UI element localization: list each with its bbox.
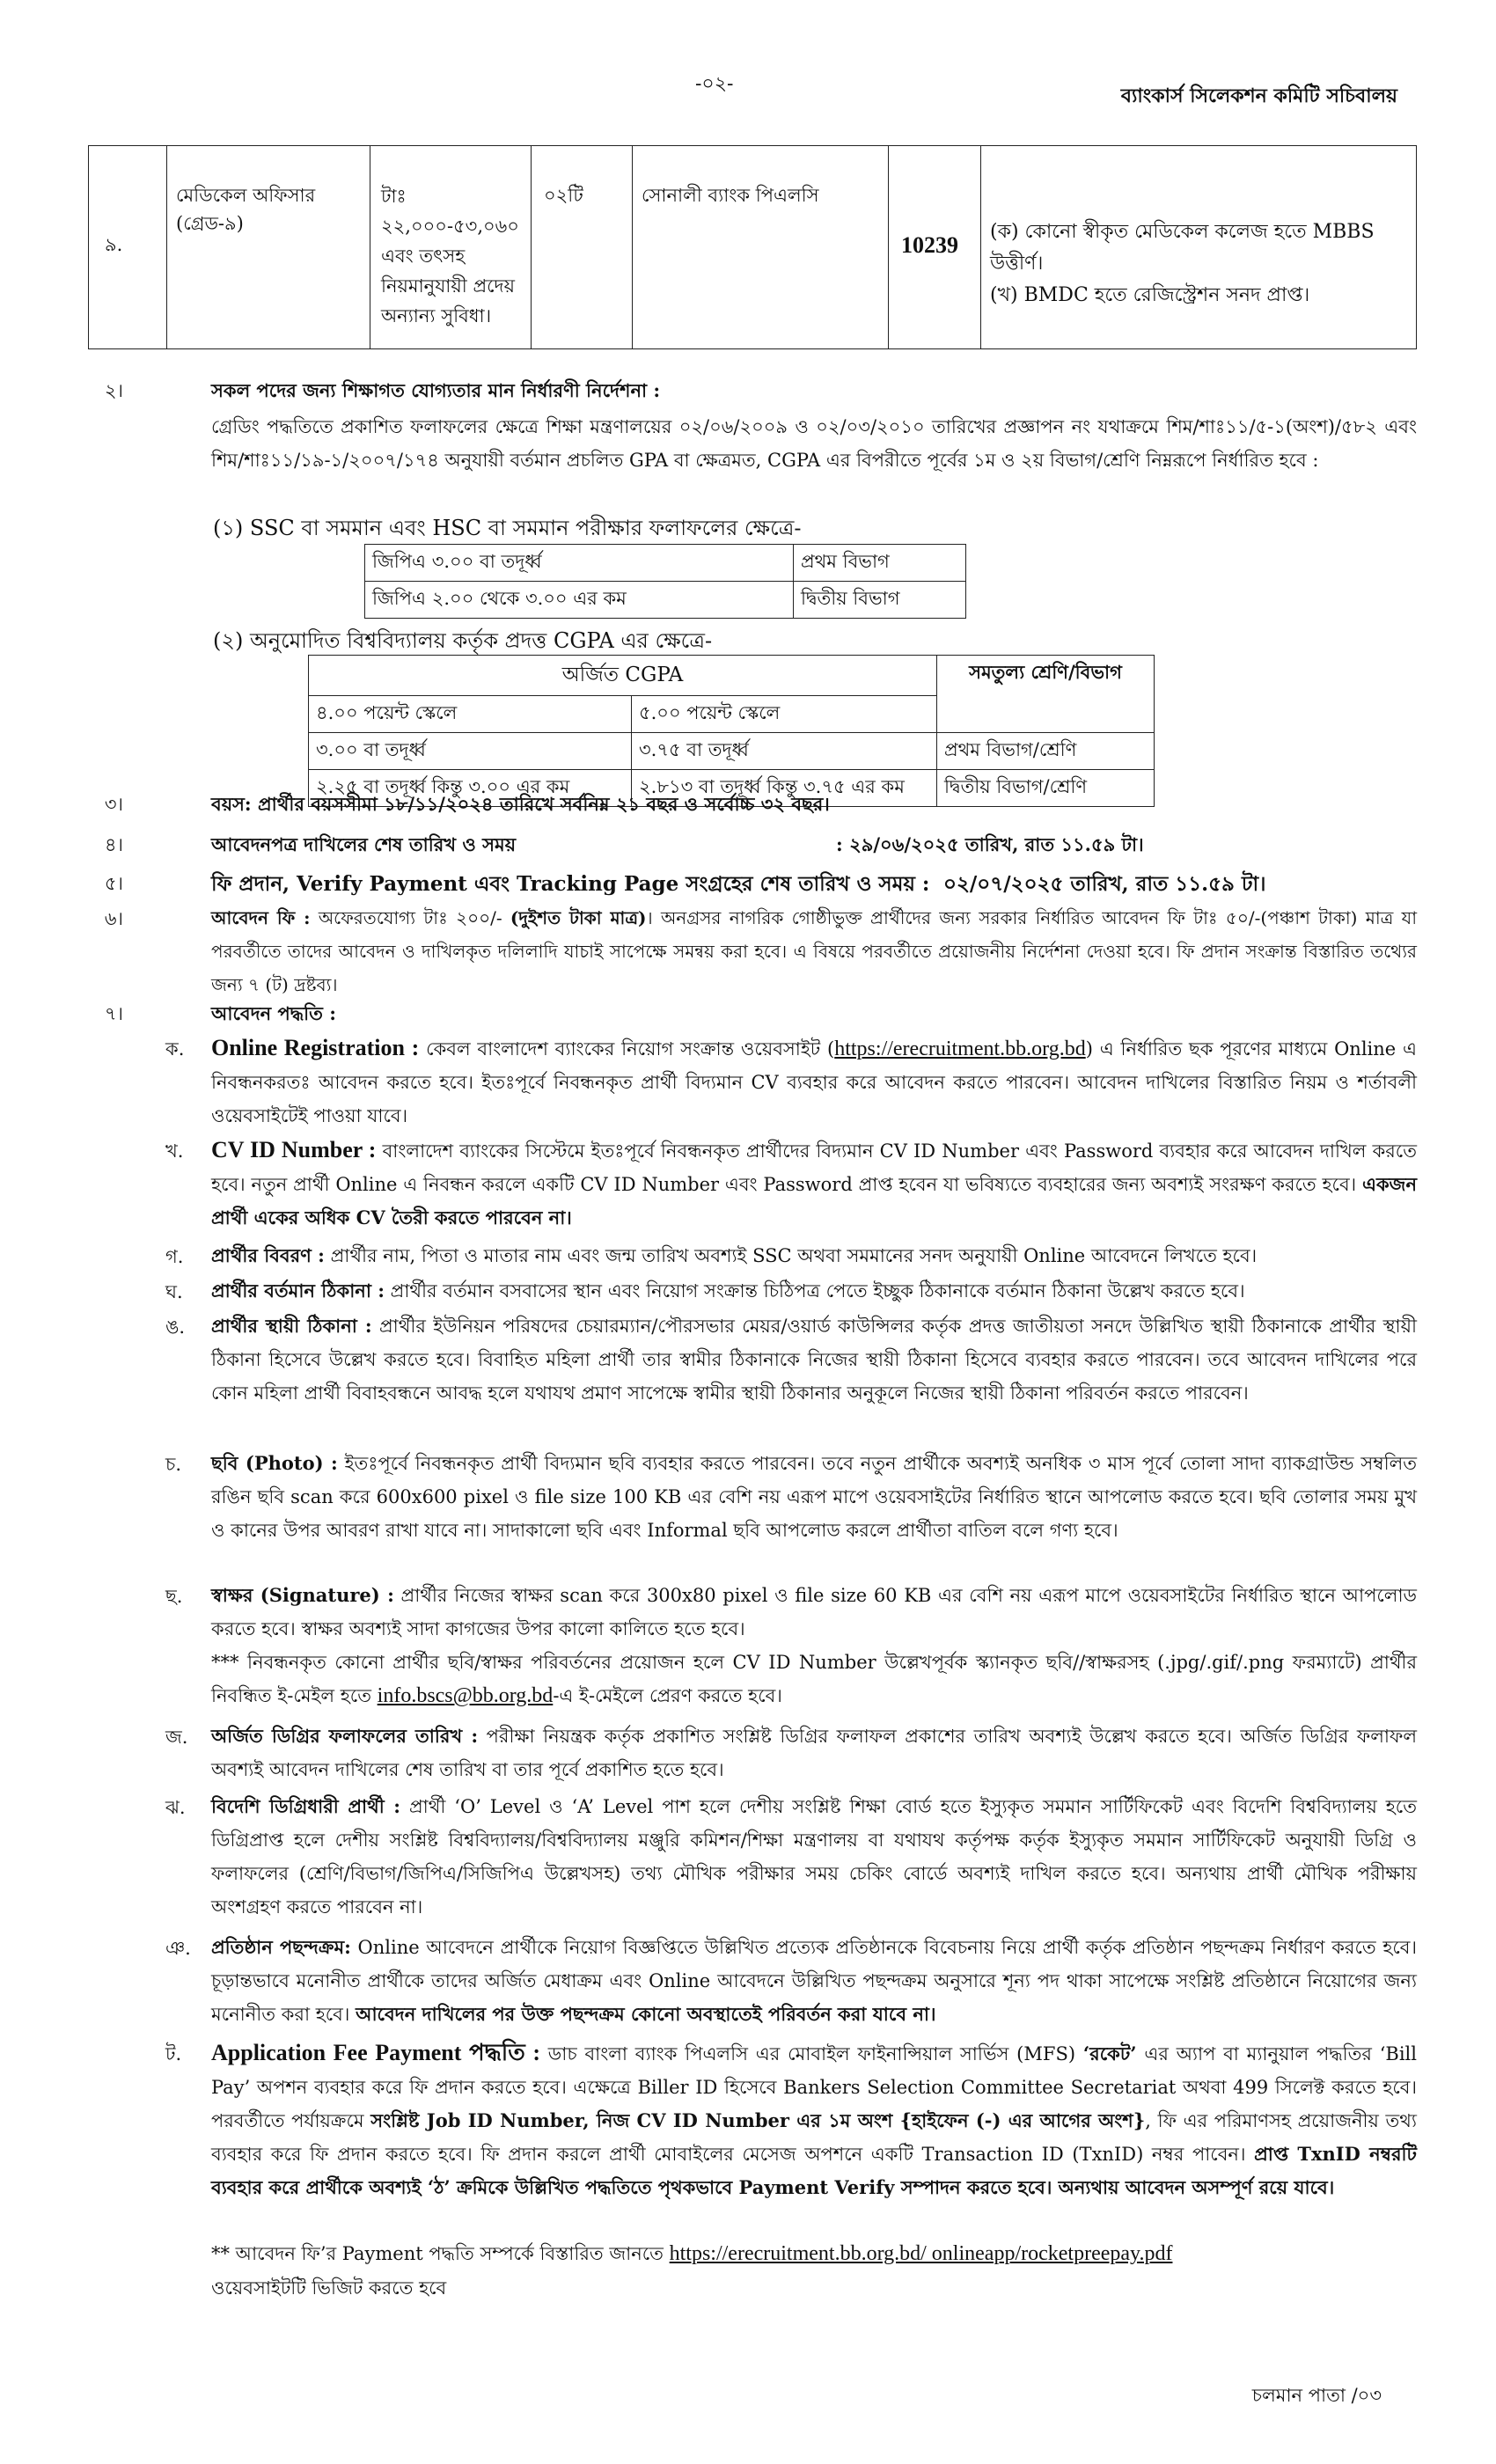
- item-present-address: [211, 1274, 1417, 1308]
- vacancy-cell: ০২টি: [532, 146, 633, 349]
- item-nya-mark: ঞ.: [165, 1938, 191, 1959]
- section-2-number: ২।: [104, 380, 123, 401]
- page-number: -০২-: [695, 73, 734, 95]
- foreign-degree-text: প্রার্থী ‘O’ Level ও ‘A’ Level পাশ হলে দেশীয় সংশ্লিষ্ট শিক্ষা বোর্ড হতে ইস্যুকৃত সমমান সার্টিফিকেট এবং বিদেশি বিশ্ববিদ্যালয় হতে ডিগ্রিপ্রাপ্ত হলে দেশীয় সংশ্লিষ্ট বিশ্ববিদ্যালয়/বিশ্ববিদ্যালয় মঞ্জুরি কমিশন/শিক্ষা মন্ত্রণালয় বা যথাযথ কর্তৃপক্ষ কর্তৃক ইস্যুকৃত সমমান সার্টিফিকেট অনুযায়ী ডিগ্রি ও ফলাফলের (শ্রেণি/বিভাগ/জিপিএ/সিজিপিএ উল্লেখসহ) তথ্য মৌখিক পরীক্ষার সময় চেকিং বোর্ডে অবশ্যই দাখিল করতে হবে। অন্যথায় প্রার্থী মৌখিক পরীক্ষায় অংশগ্রহণ করতে পারবেন না।: [211, 1796, 1417, 1918]
- payment-note-end: ওয়েবসাইটটি ভিজিট করতে হবে: [211, 2277, 447, 2299]
- ssc-division-2: দ্বিতীয় বিভাগ: [794, 582, 966, 619]
- institution-preference-warning: আবেদন দাখিলের পর উক্ত পছন্দক্রম কোনো অবস্থাতেই পরিবর্তন করা যাবে না।: [356, 2003, 936, 2025]
- qualification-2: (খ) BMDC হতে রেজিস্ট্রেশন সনদ প্রাপ্ত।: [990, 284, 1310, 306]
- present-address-lead: প্রার্থীর বর্তমান ঠিকানা :: [211, 1280, 385, 1302]
- section-6-number: ৬।: [104, 908, 123, 929]
- item-applicant-details: [211, 1239, 1417, 1272]
- bscs-email-link[interactable]: info.bscs@bb.org.bd: [377, 1684, 554, 1707]
- cgpa-division-2: দ্বিতীয় বিভাগ/শ্রেণি: [937, 770, 1155, 807]
- permanent-address-lead: প্রার্থীর স্থায়ী ঠিকানা :: [211, 1315, 372, 1337]
- ssc-table: [364, 544, 966, 619]
- item-online-registration: [211, 1031, 1417, 1133]
- item-permanent-address: [211, 1309, 1417, 1410]
- job-id-cell: 10239: [889, 146, 981, 349]
- post-table: [88, 145, 1417, 349]
- section-2-intro: গ্রেডিং পদ্ধতিতে প্রকাশিত ফলাফলের ক্ষেত্রে শিক্ষা মন্ত্রণালয়ের ০২/০৬/২০০৯ ও ০২/০৩/২০১০ তারিখের প্রজ্ঞাপন নং যথাক্রমে শিম/শাঃ১১/৫-১(অংশ)/৫৮২ এবং শিম/শাঃ১১/১৯-১/২০০৭/১৭৪ অনুযায়ী বর্তমান প্রচলিত GPA বা ক্ষেত্রমত, CGPA এর বিপরীতে পূর্বের ১ম ও ২য় বিভাগ/শ্রেণি নিম্নরূপে নির্ধারিত হবে :: [211, 416, 1417, 471]
- fee-payment-lead: Application Fee Payment পদ্ধতি :: [211, 2040, 540, 2065]
- section-7-number: ৭।: [104, 1003, 123, 1024]
- table-row: [365, 582, 966, 619]
- cgpa-4-row-2: ২.২৫ বা তদূর্ধ্ব কিন্তু ৩.০০ এর কম: [309, 770, 632, 807]
- item-foreign-degree: [211, 1790, 1417, 1924]
- pay-scale-cell: টাঃ ২২,০০০-৫৩,০৬০ এবং তৎসহ নিয়মানুযায়ী প্রদেয় অন্যান্য সুবিধা।: [370, 146, 532, 349]
- item-ja-mark: জ.: [165, 1727, 188, 1748]
- foreign-degree-lead: বিদেশি ডিগ্রিধারী প্রার্থী :: [211, 1795, 401, 1817]
- fee-amount: অফেরতযোগ্য টাঃ ২০০/-: [310, 907, 510, 928]
- item-gha-mark: ঘ.: [165, 1281, 183, 1302]
- online-registration-text-2: ) এ নির্ধারিত ছক পূরণের মাধ্যমে Online এ নিবন্ধনকরতঃ আবেদন করতে হবে। ইতঃপূর্বে নিবন্ধনকৃত প্রার্থী বিদ্যমান CV ব্যবহার করে আবেদন করতে পারবেন। আবেদন দাখিলের বিস্তারিত নিয়ম ও শর্তাবলী ওয়েবসাইটেই পাওয়া যাবে।: [211, 1038, 1417, 1126]
- institution-preference-text: Online আবেদনে প্রার্থীকে নিয়োগ বিজ্ঞপ্তিতে উল্লিখিত প্রত্যেক প্রতিষ্ঠানকে বিবেচনায় নিয়ে প্রার্থী কর্তৃক প্রতিষ্ঠান পছন্দক্রম নির্ধারণ করতে হবে। চূড়ান্তভাবে মনোনীত প্রার্থীকে তাদের অর্জিত মেধাক্রম এবং Online আবেদনে উল্লিখিত পছন্দক্রম অনুসারে শূন্য পদ থাকা সাপেক্ষে সংশ্লিষ্ট প্রতিষ্ঠানে নিয়োগের জন্য মনোনীত করা হবে।: [211, 1937, 1417, 2025]
- table-row: [309, 733, 1155, 770]
- rocket-label: ‘রকেট’: [1082, 2042, 1137, 2064]
- applicant-details-lead: প্রার্থীর বিবরণ :: [211, 1244, 325, 1266]
- item-ga-mark: গ.: [165, 1246, 184, 1267]
- fee-words: (দুইশত টাকা মাত্র): [510, 907, 647, 928]
- item-cha-mark: চ.: [165, 1454, 182, 1475]
- rocket-pay-pdf-link[interactable]: https://erecruitment.bb.org.bd/ onlineapp/rocketpreepay.pdf: [669, 2242, 1173, 2265]
- result-date-text: পরীক্ষা নিয়ন্ত্রক কর্তৃক প্রকাশিত সংশ্লিষ্ট ডিগ্রির ফলাফল প্রকাশের তারিখ অবশ্যই উল্লেখ করতে হবে। অর্জিত ডিগ্রির ফলাফল অবশ্যই আবেদন দাখিলের শেষ তারিখ বা তার পূর্বে প্রকাশিত হতে হবে।: [211, 1726, 1417, 1780]
- cgpa-label: (২) অনুমোদিত বিশ্ববিদ্যালয় কর্তৃক প্রদত্ত CGPA এর ক্ষেত্রে-: [213, 628, 713, 653]
- payment-note-text: ** আবেদন ফি’র Payment পদ্ধতি সম্পর্কে বিস্তারিত জানতে: [211, 2243, 670, 2264]
- online-registration-text: কেবল বাংলাদেশ ব্যাংকের নিয়োগ সংক্রান্ত ওয়েবসাইট (: [419, 1038, 835, 1060]
- section-5-number: ৫।: [104, 873, 123, 894]
- institution-preference-lead: প্রতিষ্ঠান পছন্দক্রম:: [211, 1936, 351, 1958]
- age-limit: বয়স: প্রার্থীর বয়সসীমা ১৮/১১/২০২৪ তারিখে সর্বনিম্ন ২১ বছর ও সর্বোচ্চ ৩২ বছর।: [211, 793, 830, 815]
- online-registration-lead: Online Registration :: [211, 1035, 420, 1060]
- photo-text: ইতঃপূর্বে নিবন্ধনকৃত প্রার্থী বিদ্যমান ছবি ব্যবহার করতে পারবেন। তবে নতুন প্রার্থীকে অবশ্যই অনধিক ৩ মাস পূর্বে তোলা সাদা ব্যাকগ্রাউন্ড সম্বলিত রঙিন ছবি scan করে 600x600 pixel ও file size 100 KB এর বেশি নয় এরূপ মাপে ওয়েবসাইটের নির্ধারিত স্থানে আপলোড করতে হবে। ছবি তোলার সময় মুখ ও কানের উপর আবরণ রাখা যাবে না। সাদাকালো ছবি এবং Informal ছবি আপলোড করলে প্রার্থীতা বাতিল বলে গণ্য হবে।: [211, 1453, 1417, 1541]
- fee-payment-text: ডাচ বাংলা ব্যাংক পিএলসি এর মোবাইল ফাইনান্সিয়াল সার্ভিস (MFS): [539, 2043, 1083, 2064]
- cgpa-table: [308, 655, 1155, 807]
- table-row: [89, 146, 1417, 349]
- applicant-details-text: প্রার্থীর নাম, পিতা ও মাতার নাম এবং জন্ম তারিখ অবশ্যই SSC অথবা সমমানের সনদ অনুযায়ী Online আবেদনে লিখতে হবে।: [324, 1245, 1258, 1266]
- cgpa-5-row-1: ৩.৭৫ বা তদূর্ধ্ব: [632, 733, 937, 770]
- result-date-lead: অর্জিত ডিগ্রির ফলাফলের তারিখ :: [211, 1725, 479, 1747]
- photo-lead: ছবি (Photo) :: [211, 1452, 338, 1474]
- cgpa-4-row-1: ৩.০০ বা তদূর্ধ্ব: [309, 733, 632, 770]
- deadline-value: : ২৯/০৬/২০২৫ তারিখ, রাত ১১.৫৯ টা।: [836, 833, 1144, 855]
- payment-deadline-value: ০২/০৭/২০২৫ তারিখ, রাত ১১.৫৯ টা।: [943, 872, 1266, 896]
- payment-deadline-label: ফি প্রদান, Verify Payment এবং Tracking Page সংগ্রহের শেষ তারিখ ও সময় :: [211, 872, 930, 896]
- fee-details: । অনগ্রসর নাগরিক গোষ্ঠীভুক্ত প্রার্থীদের জন্য সরকার নির্ধারিত আবেদন ফি টাঃ ৫০/-(পঞ্চাশ টাকা) মাত্র যা পরবর্তীতে তাদের আবেদন ও দাখিলকৃত দলিলাদি যাচাই সাপেক্ষে সমন্বয় করা হবে। এ বিষয়ে পরবর্তীতে প্রয়োজনীয় নির্দেশনা দেওয়া হবে। ফি প্রদান সংক্রান্ত বিস্তারিত তথ্যের জন্য ৭ (ট) দ্রষ্টব্য।: [211, 907, 1418, 995]
- signature-note-end: -এ ই-মেইলে প্রেরণ করতে হবে।: [553, 1685, 782, 1706]
- item-fee-payment: [211, 2036, 1417, 2204]
- payment-verify-warning: প্রাপ্ত TxnID নম্বরটি ব্যবহার করে প্রার্থীকে অবশ্যই ‘ঠ’ ক্রমিকে উল্লিখিত পদ্ধতিতে পৃথকভাবে Payment Verify সম্পাদন করতে হবে। অন্যথায় আবেদন অসম্পূর্ণ রয়ে যাবে।: [211, 2143, 1417, 2198]
- job-cv-id-instruction: সংশ্লিষ্ট Job ID Number, নিজ CV ID Number এর ১ম অংশ {হাইফেন (-) এর আগের অংশ}: [370, 2109, 1146, 2131]
- item-cv-id: [211, 1133, 1417, 1235]
- item-photo: [211, 1447, 1417, 1547]
- item-institution-preference: [211, 1931, 1417, 2031]
- organization-name: ব্যাংকার্স সিলেকশন কমিটি সচিবালয়: [1120, 84, 1397, 107]
- ssc-grade-2: জিপিএ ২.০০ থেকে ৩.০০ এর কম: [365, 582, 794, 619]
- fee-lead: আবেদন ফি :: [211, 907, 311, 928]
- section-2-heading: সকল পদের জন্য শিক্ষাগত যোগ্যতার মান নির্ধারণী নির্দেশনা :: [211, 379, 661, 401]
- item-umo-mark: ঙ.: [165, 1316, 186, 1338]
- serial-cell: ৯.: [89, 146, 167, 349]
- ssc-division-1: প্রথম বিভাগ: [794, 545, 966, 582]
- item-chha-mark: ছ.: [165, 1586, 183, 1607]
- signature-text: প্রার্থীর নিজের স্বাক্ষর scan করে 300x80 pixel ও file size 60 KB এর বেশি নয় এরূপ মাপে ওয়েবসাইটের নির্ধারিত স্থানে আপলোড করতে হবে। স্বাক্ষর অবশ্যই সাদা কাগজের উপর কালো কালিতে হতে হবে।: [211, 1585, 1417, 1639]
- ssc-label: (১) SSC বা সমমান এবং HSC বা সমমান পরীক্ষার ফলাফলের ক্ষেত্রে-: [213, 516, 802, 540]
- table-row: [365, 545, 966, 582]
- bank-cell: সোনালী ব্যাংক পিএলসি: [633, 146, 889, 349]
- item-signature: [211, 1579, 1417, 1646]
- fee-payment-text-2: এর অ্যাপ বা ম্যানুয়াল পদ্ধতির ‘Bill Pay’ অপশন ব্যবহার করে ফি প্রদান করতে হবে। এক্ষেত্রে Biller ID হিসেবে Bankers Selection Committee Secretariat অথবা 499 সিলেক্ট করতে হবে। পরবর্তীতে পর্যায়ক্রমে: [211, 2043, 1417, 2131]
- qualification-1: (ক) কোনো স্বীকৃত মেডিকেল কলেজ হতে MBBS উত্তীর্ণ।: [990, 221, 1375, 275]
- equivalent-header: সমতুল্য শ্রেণি/বিভাগ: [937, 656, 1155, 733]
- payment-info-note: [211, 2237, 1417, 2270]
- signature-lead: স্বাক্ষর (Signature) :: [211, 1584, 394, 1606]
- continue-page: চলমান পাতা /০৩: [1251, 2385, 1382, 2406]
- cv-id-lead: CV ID Number :: [211, 1137, 377, 1162]
- signature-change-note: [211, 1646, 1417, 1712]
- permanent-address-text: প্রার্থীর ইউনিয়ন পরিষদের চেয়ারম্যান/পৌরসভার মেয়র/ওয়ার্ড কাউন্সিলর কর্তৃক প্রদত্ত জাতীয়তা সনদে উল্লিখিত স্থায়ী ঠিকানাকে প্রার্থীর স্থায়ী ঠিকানা হিসেবে উল্লেখ করতে হবে। বিবাহিত মহিলা প্রার্থী তার স্বামীর ঠিকানাকে নিজের স্থায়ী ঠিকানা হিসেবে ব্যবহার করতে পারবেন। তবে আবেদন দাখিলের পরে কোন মহিলা প্রার্থী বিবাহবন্ধনে আবদ্ধ হলে যথাযথ প্রমাণ সাপেক্ষে স্বামীর স্থায়ী ঠিকানার অনুকূলে নিজের স্থায়ী ঠিকানা পরিবর্তন করতে পারবেন।: [211, 1316, 1417, 1404]
- section-3-number: ৩।: [104, 794, 123, 815]
- scale-4-header: ৪.০০ পয়েন্ট স্কেলে: [309, 696, 632, 733]
- scale-5-header: ৫.০০ পয়েন্ট স্কেলে: [632, 696, 937, 733]
- item-ta-mark: ট.: [165, 2043, 182, 2064]
- section-4-number: ৪।: [104, 834, 123, 855]
- cgpa-header: অর্জিত CGPA: [309, 656, 937, 696]
- erecruitment-link[interactable]: https://erecruitment.bb.org.bd: [834, 1038, 1086, 1060]
- item-result-date: [211, 1720, 1417, 1786]
- cv-id-warning: একজন প্রার্থী একের অধিক CV তৈরী করতে পারবেন না।: [211, 1173, 1417, 1228]
- item-kha-mark: খ.: [165, 1140, 184, 1162]
- item-jha-mark: ঝ.: [165, 1797, 186, 1818]
- post-name-cell: মেডিকেল অফিসার (গ্রেড-৯): [167, 146, 370, 349]
- cgpa-5-row-2: ২.৮১৩ বা তদূর্ধ্ব কিন্তু ৩.৭৫ এর কম: [632, 770, 937, 807]
- application-fee: [211, 901, 1417, 1001]
- signature-note-text: *** নিবন্ধনকৃত কোনো প্রার্থীর ছবি/স্বাক্ষর পরিবর্তনের প্রয়োজন হলে CV ID Number উল্লেখপূর্বক স্ক্যানকৃত ছবি//স্বাক্ষরসহ (.jpg/.gif/.png ফরম্যাটে) প্রার্থীর নিবন্ধিত ই-মেইল হতে: [211, 1652, 1417, 1706]
- item-ka-mark: ক.: [165, 1038, 185, 1060]
- table-row: [309, 656, 1155, 696]
- cv-id-text: বাংলাদেশ ব্যাংকের সিস্টেমে ইতঃপূর্বে নিবন্ধনকৃত প্রার্থীদের বিদ্যমান CV ID Number এবং Password ব্যবহার করে আবেদন দাখিল করতে হবে। নতুন প্রার্থী Online এ নিবন্ধন করলে একটি CV ID Number এবং Password প্রাপ্ত হবেন যা ভবিষ্যতে ব্যবহারের জন্য অবশ্যই সংরক্ষণ করতে হবে।: [211, 1140, 1418, 1195]
- fee-payment-text-3: , ফি এর পরিমাণসহ প্রয়োজনীয় তথ্য ব্যবহার করে ফি প্রদান করতে হবে। ফি প্রদান করলে প্রার্থী মোবাইলের মেসেজ অপশনে একটি Transaction ID (TxnID) নম্বর পাবেন।: [211, 2110, 1417, 2165]
- qualification-cell: [981, 146, 1417, 349]
- cgpa-division-1: প্রথম বিভাগ/শ্রেণি: [937, 733, 1155, 770]
- present-address-text: প্রার্থীর বর্তমান বসবাসের স্থান এবং নিয়োগ সংক্রান্ত চিঠিপত্র পেতে ইচ্ছুক ঠিকানাকে বর্তমান ঠিকানা উল্লেখ করতে হবে।: [384, 1280, 1245, 1302]
- ssc-grade-1: জিপিএ ৩.০০ বা তদূর্ধ্ব: [365, 545, 794, 582]
- deadline-label: আবেদনপত্র দাখিলের শেষ তারিখ ও সময়: [211, 833, 517, 855]
- section-7-heading: আবেদন পদ্ধতি :: [211, 1002, 336, 1024]
